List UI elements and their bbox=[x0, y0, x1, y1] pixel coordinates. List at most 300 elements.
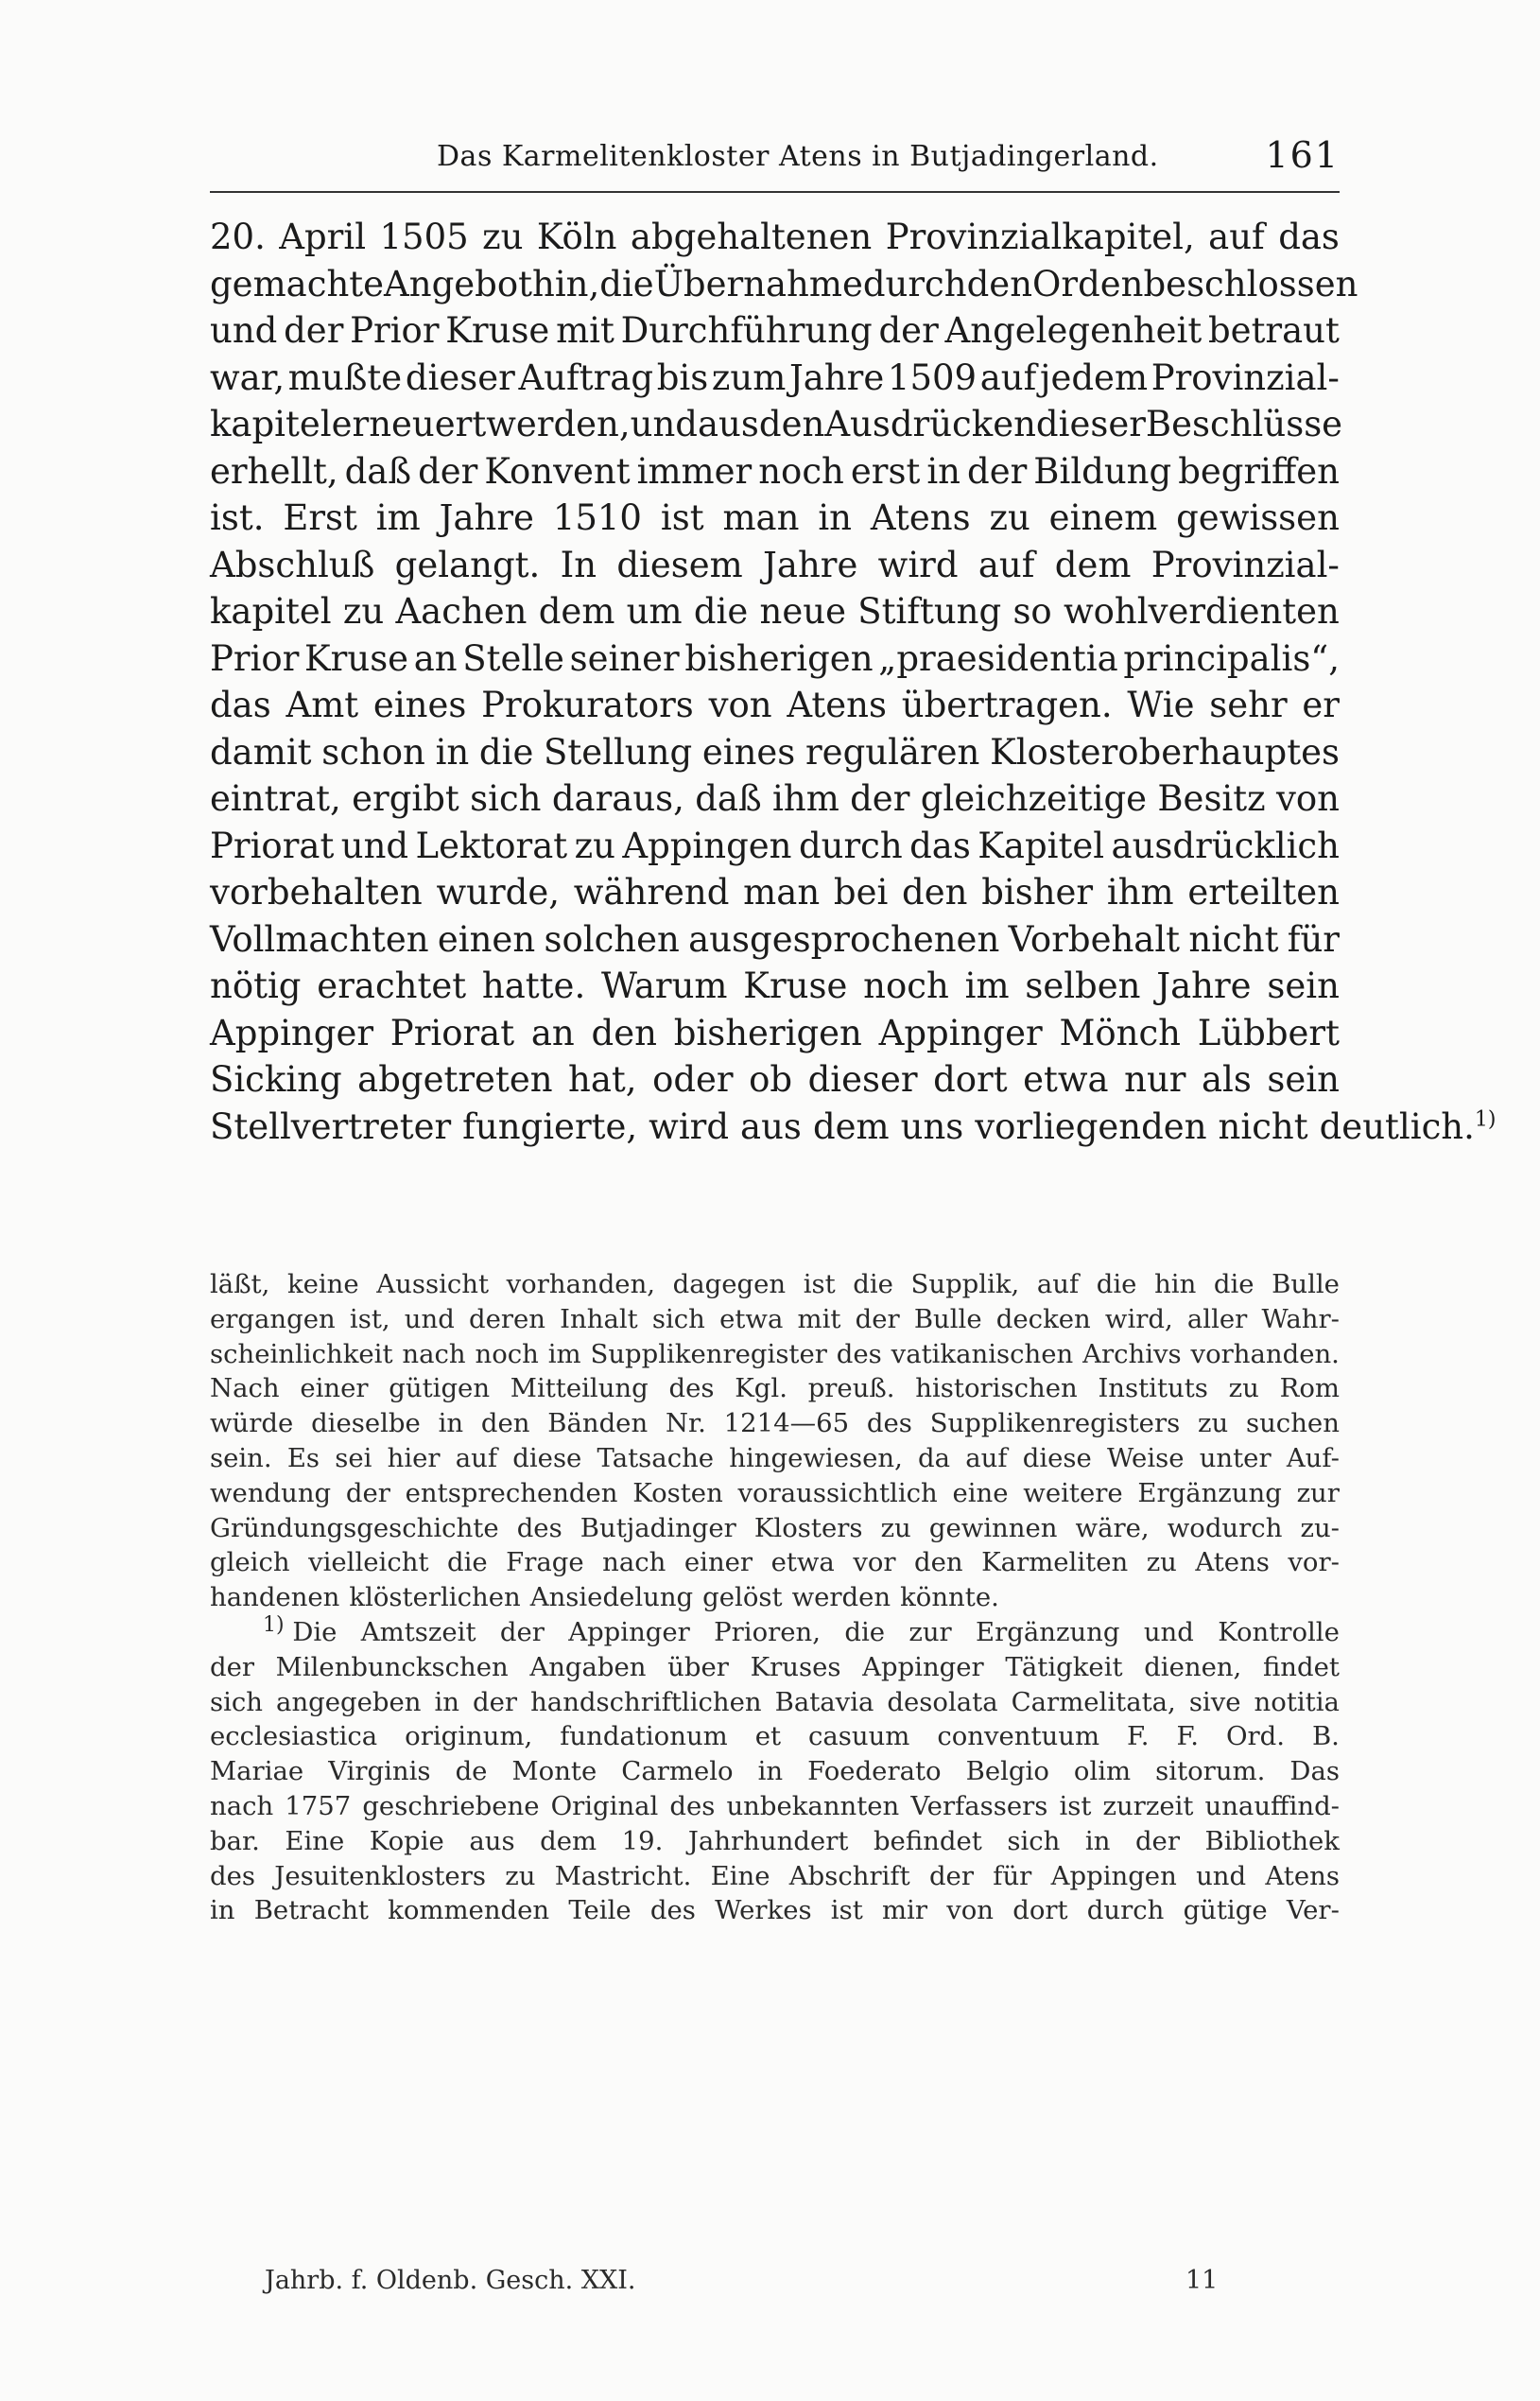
word: Prior bbox=[210, 637, 300, 679]
word: Aussicht bbox=[376, 1269, 490, 1299]
body-line bbox=[210, 635, 1340, 683]
word: Jahre bbox=[439, 497, 534, 538]
word: Jahre bbox=[788, 357, 885, 398]
word: in bbox=[926, 450, 961, 492]
word: das bbox=[1278, 217, 1340, 257]
word: durch bbox=[798, 825, 903, 866]
word: daß bbox=[344, 450, 412, 492]
footnote-line bbox=[210, 1441, 1340, 1476]
body-line bbox=[210, 355, 1340, 402]
word: fundationum bbox=[560, 1721, 728, 1752]
word: findet bbox=[1262, 1651, 1340, 1682]
word: Prokurators bbox=[481, 685, 694, 725]
word: voraussichtlich bbox=[737, 1477, 938, 1508]
word: jedem bbox=[1040, 357, 1149, 398]
word: Vorbehalt bbox=[1008, 918, 1181, 960]
word: wäre, bbox=[1075, 1512, 1150, 1543]
word: damit bbox=[210, 731, 312, 773]
body-line bbox=[210, 588, 1340, 635]
word: in bbox=[434, 1686, 460, 1717]
word: abgetreten bbox=[357, 1059, 553, 1100]
word: des bbox=[668, 1373, 715, 1404]
word: angegeben bbox=[276, 1686, 422, 1717]
word: gleich bbox=[210, 1547, 290, 1578]
word: der bbox=[418, 450, 478, 492]
word: zu bbox=[1146, 1547, 1177, 1578]
footnote-line bbox=[210, 1754, 1340, 1789]
word: nach bbox=[602, 1547, 666, 1578]
word: Angelegenheit bbox=[944, 310, 1203, 351]
word: könnte. bbox=[900, 1582, 999, 1613]
running-head bbox=[210, 130, 1340, 187]
word: Appinger bbox=[568, 1616, 690, 1647]
word: bei bbox=[833, 872, 889, 913]
word: Sicking bbox=[210, 1059, 342, 1100]
word: der bbox=[967, 450, 1028, 492]
word: Konvent bbox=[484, 450, 631, 492]
word: Milenbunckschen bbox=[275, 1651, 509, 1682]
word: auf bbox=[455, 1442, 498, 1473]
word: dieser bbox=[405, 357, 515, 398]
word: für bbox=[993, 1860, 1032, 1891]
word: die bbox=[853, 1269, 893, 1299]
word: nötig bbox=[210, 966, 302, 1006]
word: Kopie bbox=[369, 1825, 444, 1856]
word: und bbox=[630, 404, 698, 444]
body-line bbox=[210, 729, 1340, 776]
word: 1505 bbox=[379, 217, 469, 257]
word: der bbox=[345, 1477, 390, 1508]
word: des bbox=[210, 1860, 255, 1891]
word: ist bbox=[830, 1895, 863, 1926]
word: von bbox=[946, 1895, 995, 1926]
word: etwa bbox=[770, 1547, 835, 1578]
word: In bbox=[560, 544, 597, 585]
footnote-line bbox=[210, 1545, 1340, 1580]
word: sich bbox=[651, 1303, 705, 1334]
word: Klosters bbox=[753, 1512, 863, 1543]
body-line bbox=[210, 682, 1340, 729]
word: die bbox=[1096, 1269, 1137, 1299]
word: sehr bbox=[1209, 685, 1288, 725]
word: er bbox=[1302, 685, 1340, 725]
word: dagegen bbox=[672, 1269, 787, 1299]
word: hin bbox=[1154, 1269, 1197, 1299]
word: Wahr- bbox=[1261, 1303, 1340, 1334]
word: Ansiedelung bbox=[529, 1582, 694, 1613]
word: Abschluß bbox=[210, 544, 375, 585]
word: des bbox=[516, 1512, 562, 1543]
footnote-line bbox=[210, 1893, 1340, 1928]
word: dem bbox=[540, 1825, 597, 1856]
word: die bbox=[599, 263, 654, 304]
word: ergangen bbox=[210, 1303, 336, 1334]
word: Butjadinger bbox=[580, 1512, 736, 1543]
word: an bbox=[413, 637, 458, 679]
word: gemachte bbox=[210, 263, 385, 304]
word: während bbox=[573, 872, 730, 913]
word: Stiftung bbox=[857, 591, 1002, 632]
footnote-1 bbox=[210, 1612, 1340, 1928]
word: Ergänzung bbox=[976, 1616, 1120, 1647]
word: in bbox=[818, 497, 853, 538]
word: erneuert bbox=[331, 404, 487, 444]
word: und bbox=[210, 310, 278, 351]
word: und bbox=[404, 1303, 455, 1334]
body-line bbox=[210, 401, 1343, 448]
word: Supplikenregisters bbox=[929, 1408, 1181, 1439]
word: zu bbox=[574, 825, 615, 866]
word: zu bbox=[1198, 1408, 1229, 1439]
word: über bbox=[667, 1651, 729, 1682]
word: Bildung bbox=[1033, 450, 1172, 492]
word: des bbox=[866, 1408, 912, 1439]
word: dort bbox=[1012, 1895, 1068, 1926]
word: um bbox=[626, 591, 683, 632]
word: vorliegenden bbox=[975, 1105, 1207, 1147]
word: oder bbox=[652, 1059, 734, 1100]
word: weitere bbox=[1023, 1477, 1123, 1508]
word: daß bbox=[695, 778, 762, 819]
word: Bänden bbox=[547, 1408, 649, 1439]
word: B. bbox=[1311, 1721, 1340, 1752]
footnote-line bbox=[210, 1612, 1340, 1650]
word: wird bbox=[649, 1105, 730, 1147]
word: zu bbox=[1228, 1373, 1259, 1404]
word: fungierte, bbox=[462, 1105, 638, 1147]
word: Erst bbox=[283, 497, 357, 538]
word: auf bbox=[978, 544, 1035, 585]
word: im bbox=[964, 966, 1010, 1006]
word: Orden bbox=[1032, 263, 1144, 304]
word: in bbox=[438, 1408, 464, 1439]
footnote-line bbox=[210, 1789, 1340, 1824]
word: neue bbox=[759, 591, 846, 632]
word: kapitel bbox=[210, 591, 332, 632]
word: diese bbox=[1022, 1442, 1092, 1473]
word: vorhanden. bbox=[1190, 1338, 1340, 1369]
word: vatikanischen bbox=[891, 1338, 1074, 1369]
main-text bbox=[210, 214, 1497, 1150]
word: sitorum. bbox=[1155, 1756, 1266, 1787]
word: Nach bbox=[210, 1373, 280, 1404]
word: Das bbox=[1289, 1756, 1340, 1787]
footnote-line bbox=[210, 1267, 1340, 1302]
word: Auf- bbox=[1286, 1442, 1340, 1473]
word: begriffen bbox=[1178, 450, 1340, 492]
word: bar. bbox=[210, 1825, 260, 1856]
word: zu bbox=[482, 217, 524, 257]
word: einen bbox=[437, 918, 536, 960]
word: Stelle bbox=[462, 637, 564, 679]
word: Wie bbox=[1127, 685, 1195, 725]
word: Jahre bbox=[763, 544, 858, 585]
word: und bbox=[1143, 1616, 1194, 1647]
word: dem bbox=[1054, 544, 1132, 585]
header-rule bbox=[210, 191, 1340, 193]
word: decken bbox=[995, 1303, 1091, 1334]
body-line bbox=[210, 963, 1340, 1010]
word: $^{1)}$ Die bbox=[263, 1612, 337, 1647]
word: Tätigkeit bbox=[1005, 1651, 1123, 1682]
footnote-line bbox=[210, 1337, 1340, 1372]
word: Aachen bbox=[395, 591, 528, 632]
word: aus bbox=[740, 1105, 802, 1147]
word: Es bbox=[286, 1442, 320, 1473]
word: Appinger bbox=[878, 1012, 1043, 1053]
word: Monte bbox=[511, 1756, 597, 1787]
word: der bbox=[850, 778, 910, 819]
word: sive bbox=[1188, 1686, 1241, 1717]
word: Provinzial- bbox=[1151, 544, 1340, 585]
footnote-marker: 1) bbox=[263, 1612, 285, 1637]
word: unbekannten bbox=[726, 1790, 900, 1821]
word: 20. bbox=[210, 217, 266, 257]
word: dem bbox=[538, 591, 615, 632]
body-line bbox=[210, 261, 1358, 308]
word: ist. bbox=[210, 497, 265, 538]
word: aller bbox=[1186, 1303, 1248, 1334]
body-line bbox=[210, 542, 1340, 589]
word: entsprechenden bbox=[405, 1477, 618, 1508]
word: eines bbox=[701, 731, 796, 773]
footnote-line bbox=[210, 1511, 1340, 1546]
word: die bbox=[478, 731, 534, 773]
word: Belgio bbox=[965, 1756, 1049, 1787]
word: scheinlichkeit bbox=[210, 1338, 393, 1369]
word: principalis“, bbox=[1123, 637, 1340, 679]
word: Bulle bbox=[913, 1303, 982, 1334]
word: Priorat bbox=[389, 1012, 515, 1053]
word: preuß. bbox=[807, 1373, 895, 1404]
word: Jahrhundert bbox=[687, 1825, 849, 1856]
word: aus bbox=[469, 1825, 515, 1856]
word: Amt bbox=[286, 685, 359, 725]
word: die bbox=[447, 1547, 488, 1578]
word: zur bbox=[908, 1616, 952, 1647]
word: olim bbox=[1073, 1756, 1132, 1787]
word: wodurch bbox=[1167, 1512, 1283, 1543]
word: ob bbox=[749, 1059, 793, 1100]
word: hin, bbox=[532, 263, 600, 304]
word: Karmeliten bbox=[981, 1547, 1129, 1578]
word: unauffind- bbox=[1204, 1790, 1340, 1821]
word: war, bbox=[210, 357, 286, 398]
word: den bbox=[480, 1408, 530, 1439]
word: auf bbox=[1036, 1269, 1080, 1299]
word: Atens bbox=[1265, 1860, 1340, 1891]
body-line bbox=[210, 448, 1340, 496]
word: dienen, bbox=[1144, 1651, 1242, 1682]
word: Priorat bbox=[210, 825, 335, 866]
word: Carmelitata, bbox=[1011, 1686, 1176, 1717]
word: suchen bbox=[1245, 1408, 1340, 1439]
word: vielleicht bbox=[308, 1547, 429, 1578]
word: zum bbox=[711, 357, 787, 398]
word: Angebot bbox=[384, 263, 533, 304]
word: bisherigen bbox=[673, 1012, 862, 1053]
footnote-line bbox=[210, 1476, 1340, 1511]
word: vor bbox=[853, 1547, 896, 1578]
page-number: 161 bbox=[1265, 134, 1340, 176]
word: von bbox=[1275, 778, 1340, 819]
word: mußte bbox=[287, 357, 403, 398]
body-line bbox=[210, 1056, 1340, 1104]
word: Provinzial- bbox=[1151, 357, 1340, 398]
word: in bbox=[757, 1756, 784, 1787]
word: Mitteilung bbox=[510, 1373, 649, 1404]
word: gütigen bbox=[389, 1373, 491, 1404]
word: 1214—65 bbox=[723, 1408, 850, 1439]
word: hingewiesen, bbox=[729, 1442, 903, 1473]
word: Kruse bbox=[445, 310, 550, 351]
word: zu bbox=[880, 1512, 911, 1543]
word: nur bbox=[1124, 1059, 1186, 1100]
word: klösterlichen bbox=[349, 1582, 521, 1613]
word: handenen bbox=[210, 1582, 340, 1613]
word: Virginis bbox=[328, 1756, 431, 1787]
word: befindet bbox=[873, 1825, 982, 1856]
running-title: Das Karmelitenkloster Atens in Butjadingerland. bbox=[437, 140, 1159, 173]
word: einer bbox=[300, 1373, 369, 1404]
word: mir bbox=[881, 1895, 927, 1926]
word: „praesidentia bbox=[878, 637, 1118, 679]
word: Ord. bbox=[1225, 1721, 1286, 1752]
word: et bbox=[754, 1721, 782, 1752]
word: das bbox=[210, 685, 271, 725]
word: dem bbox=[812, 1105, 890, 1147]
word: Gründungsgeschichte bbox=[210, 1512, 499, 1543]
word: abgehaltenen bbox=[630, 217, 873, 257]
word: notitia bbox=[1254, 1686, 1340, 1717]
word: Appinger bbox=[862, 1651, 984, 1682]
word: deutlich.$^{1)}$ bbox=[1319, 1105, 1497, 1147]
word: noch bbox=[863, 966, 949, 1006]
word: ist, bbox=[349, 1303, 390, 1334]
word: desolata bbox=[887, 1686, 998, 1717]
word: gleichzeitige bbox=[920, 778, 1148, 819]
word: Übernahme bbox=[653, 263, 863, 304]
body-line bbox=[210, 775, 1340, 823]
sheet-number: 11 bbox=[1185, 2266, 1219, 2295]
word: der bbox=[473, 1686, 518, 1717]
word: Prior bbox=[350, 310, 440, 351]
word: mit bbox=[797, 1303, 841, 1334]
word: sich bbox=[1007, 1825, 1061, 1856]
word: 1757 bbox=[285, 1790, 352, 1821]
word: unter bbox=[1199, 1442, 1272, 1473]
word: zur bbox=[1296, 1477, 1340, 1508]
word: von bbox=[708, 685, 772, 725]
word: einem bbox=[1048, 497, 1158, 538]
word: Ver- bbox=[1286, 1895, 1340, 1926]
footnote-line bbox=[210, 1719, 1340, 1754]
word: Batavia bbox=[774, 1686, 874, 1717]
word: Lektorat bbox=[415, 825, 568, 866]
word: für bbox=[1287, 918, 1340, 960]
word: deren bbox=[468, 1303, 545, 1334]
word: historischen bbox=[915, 1373, 1078, 1404]
word: man bbox=[722, 497, 800, 538]
word: Appingen bbox=[1050, 1860, 1177, 1891]
word: den bbox=[914, 1547, 963, 1578]
word: ist bbox=[1059, 1790, 1092, 1821]
word: Jesuitenklosters bbox=[274, 1860, 486, 1891]
word: F. bbox=[1127, 1721, 1150, 1752]
word: sein bbox=[1267, 966, 1340, 1006]
word: der bbox=[928, 1860, 974, 1891]
word: zu- bbox=[1300, 1512, 1340, 1543]
word: werden bbox=[791, 1582, 891, 1613]
word: Werkes bbox=[715, 1895, 812, 1926]
word: eine bbox=[952, 1477, 1009, 1508]
word: Carmelo bbox=[621, 1756, 734, 1787]
word: Weise bbox=[1107, 1442, 1185, 1473]
word: Appinger bbox=[210, 1012, 374, 1053]
word: diese bbox=[512, 1442, 582, 1473]
word: Archivs bbox=[1082, 1338, 1182, 1369]
footnote-line bbox=[210, 1406, 1340, 1441]
word: Eine bbox=[285, 1825, 345, 1856]
word: ergibt bbox=[352, 778, 459, 819]
word: Provinzialkapitel, bbox=[885, 217, 1195, 257]
word: Instituts bbox=[1098, 1373, 1208, 1404]
word: zurzeit bbox=[1102, 1790, 1194, 1821]
word: hier bbox=[387, 1442, 441, 1473]
word: mit bbox=[556, 310, 614, 351]
word: dieselbe bbox=[311, 1408, 421, 1439]
word: bisherigen bbox=[684, 637, 874, 679]
word: ihm bbox=[772, 778, 839, 819]
word: Prioren, bbox=[714, 1616, 822, 1647]
word: in bbox=[1084, 1825, 1111, 1856]
word: des bbox=[836, 1338, 882, 1369]
word: uns bbox=[900, 1105, 964, 1147]
word: den bbox=[902, 872, 968, 913]
word: vor- bbox=[1288, 1547, 1340, 1578]
word: nicht bbox=[1188, 918, 1279, 960]
word: auf bbox=[965, 1442, 1008, 1473]
word: zu bbox=[342, 591, 385, 632]
word: Klosteroberhauptes bbox=[990, 731, 1340, 773]
word: F. bbox=[1176, 1721, 1200, 1752]
word: Mönch bbox=[1059, 1012, 1181, 1053]
word: Kruses bbox=[750, 1651, 841, 1682]
word: die bbox=[1213, 1269, 1254, 1299]
word: Bibliothek bbox=[1204, 1825, 1340, 1856]
footnotes bbox=[210, 1267, 1340, 1928]
word: kommenden bbox=[388, 1895, 550, 1926]
word: eintrat, bbox=[210, 778, 341, 819]
footnote-line bbox=[210, 1685, 1340, 1720]
word: dieser bbox=[1035, 404, 1146, 444]
word: conventuum bbox=[937, 1721, 1100, 1752]
body-line bbox=[210, 1104, 1497, 1151]
word: de bbox=[455, 1756, 488, 1787]
word: noch bbox=[758, 450, 844, 492]
word: April bbox=[279, 217, 367, 257]
word: Atens bbox=[1195, 1547, 1270, 1578]
body-line bbox=[210, 823, 1340, 870]
word: Ausdrücken bbox=[824, 404, 1036, 444]
word: Amtszeit bbox=[360, 1616, 476, 1647]
word: Tatsache bbox=[597, 1442, 715, 1473]
word: durch bbox=[862, 263, 967, 304]
footnote-line bbox=[210, 1302, 1340, 1337]
word: nach bbox=[210, 1790, 274, 1821]
word: aus bbox=[698, 404, 759, 444]
word: der bbox=[499, 1616, 545, 1647]
